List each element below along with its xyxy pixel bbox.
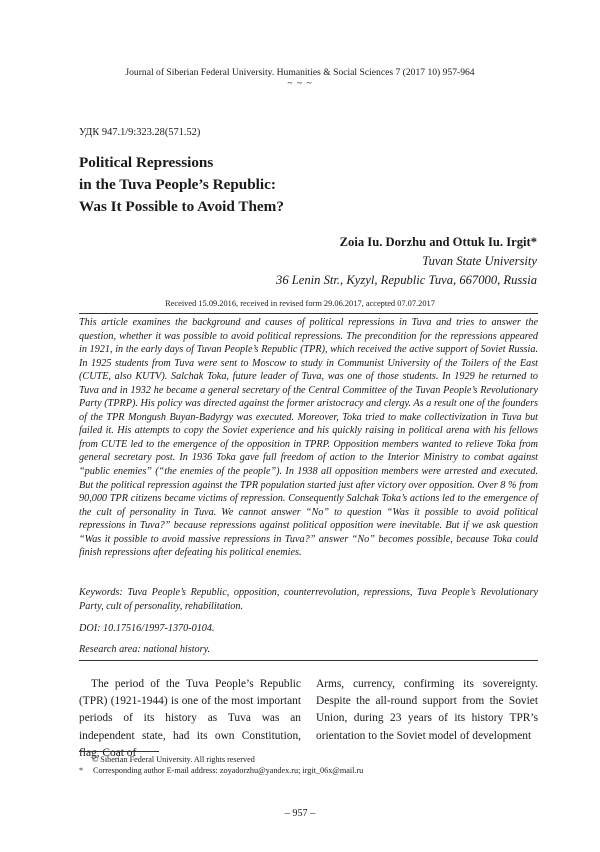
author-address: 36 Lenin Str., Kyzyl, Republic Tuva, 667000, Russia: [276, 273, 537, 287]
author-names: Zoia Iu. Dorzhu and Ottuk Iu. Irgit*: [339, 235, 537, 249]
keywords: Keywords: Tuva People’s Republic, opposition, counterrevolution, repressions, Tuva People’s Revolutionary Party, cult of personality, rehabilitation.: [79, 587, 538, 612]
author-affiliation: Tuvan State University: [422, 254, 537, 268]
abstract-top-rule: [79, 313, 538, 314]
udk-code: УДК 947.1/9:323.28(571.52): [79, 127, 201, 138]
corresponding-footnote: [79, 765, 363, 776]
body-column-right: Arms, currency, confirming its sovereignty. Despite the all-round support from the Soviet Union, during 23 years of its history TPR’s orientation to the Soviet model of development: [316, 678, 538, 742]
author-block: [276, 233, 537, 290]
page-number: – 957 –: [284, 808, 316, 819]
corresponding-email-text: Corresponding author E-mail address: zoyadorzhu@yandex.ru; irgit_06x@mail.ru: [93, 766, 364, 775]
title-line-1: Political Repressions: [79, 154, 214, 171]
article-title: [79, 152, 284, 218]
received-dates: Received 15.09.2016, received in revised form 29.06.2017, accepted 07.07.2017: [165, 299, 435, 308]
body-column-left: The period of the Tuva People’s Republic (TPR) (1921-1944) is one of the most important periods of its history as Tuva was an independent state, had its own Constitution, flag, Coat of: [79, 678, 301, 759]
footnote-rule: [79, 751, 159, 752]
header-ornament: ~ ~ ~: [287, 78, 313, 89]
abstract-bottom-rule: [79, 660, 538, 661]
title-line-3: Was It Possible to Avoid Them?: [79, 198, 284, 215]
doi: DOI: 10.17516/1997-1370-0104.: [79, 623, 215, 634]
title-line-2: in the Tuva People’s Republic:: [79, 176, 276, 193]
journal-header: Journal of Siberian Federal University. Humanities & Social Sciences 7 (2017 10) 957-964: [125, 67, 475, 78]
footnote-mark: *: [79, 766, 84, 775]
copyright-footnote: © Siberian Federal University. All rights reserved: [92, 755, 255, 764]
research-area: Research area: national history.: [79, 644, 211, 655]
abstract: This article examines the background and causes of political repressions in Tuva and tries to answer the question, whether it was possible to avoid political repressions. The precondition for the repressions appeared in 1921, in the early days of Tuvan People’s Republic (TPR), which received the active support of Soviet Russia. In 1925 students from Tuva were sent to Moscow to study in Communist University of the Toilers of the East (CUTE, also KUTV). Salchak Toka, future leader of Tuva, was one of those students. In 1929 he returned to Tuva and in 1932 he became a general secretary of the Central Committee of the Tuvan People’s Revolutionary Party (TPRP). His policy was directed against the former aristocracy and clergy. As a result one of the founders of the TPR Mongush Buyan-Badyrgy was executed. Moreover, Toka tried to make collectivization in Tuva but failed it. His attempts to copy the Soviet experience and his quickly raising in political arena with his fellows from CUTE led to the emergence of the opposition in TPRP. Opposition members wanted to relieve Toka from general secretary post. In 1936 Toka gave full freedom of action to the Interior Ministry to combat against “public enemies” (“the enemies of the people”). In 1938 all opposition members were arrested and executed. But the political repression against the TPR population started just after victory over opposition. Over 8 % from 90,000 TPR citizens became victims of repression. Consequently Salchak Toka’s actions led to the emergence of the cult of personality in Tuva. We cannot answer “No” to question “Was it possible to avoid political repressions in Tuva?” because repressions against political opposition were inevitable. But if we ask question “Was it possible to avoid massive repressions in Tuva?” answer “No” becomes possible, because Toka could finish repressions after defeating his political enemies.: [79, 317, 538, 559]
